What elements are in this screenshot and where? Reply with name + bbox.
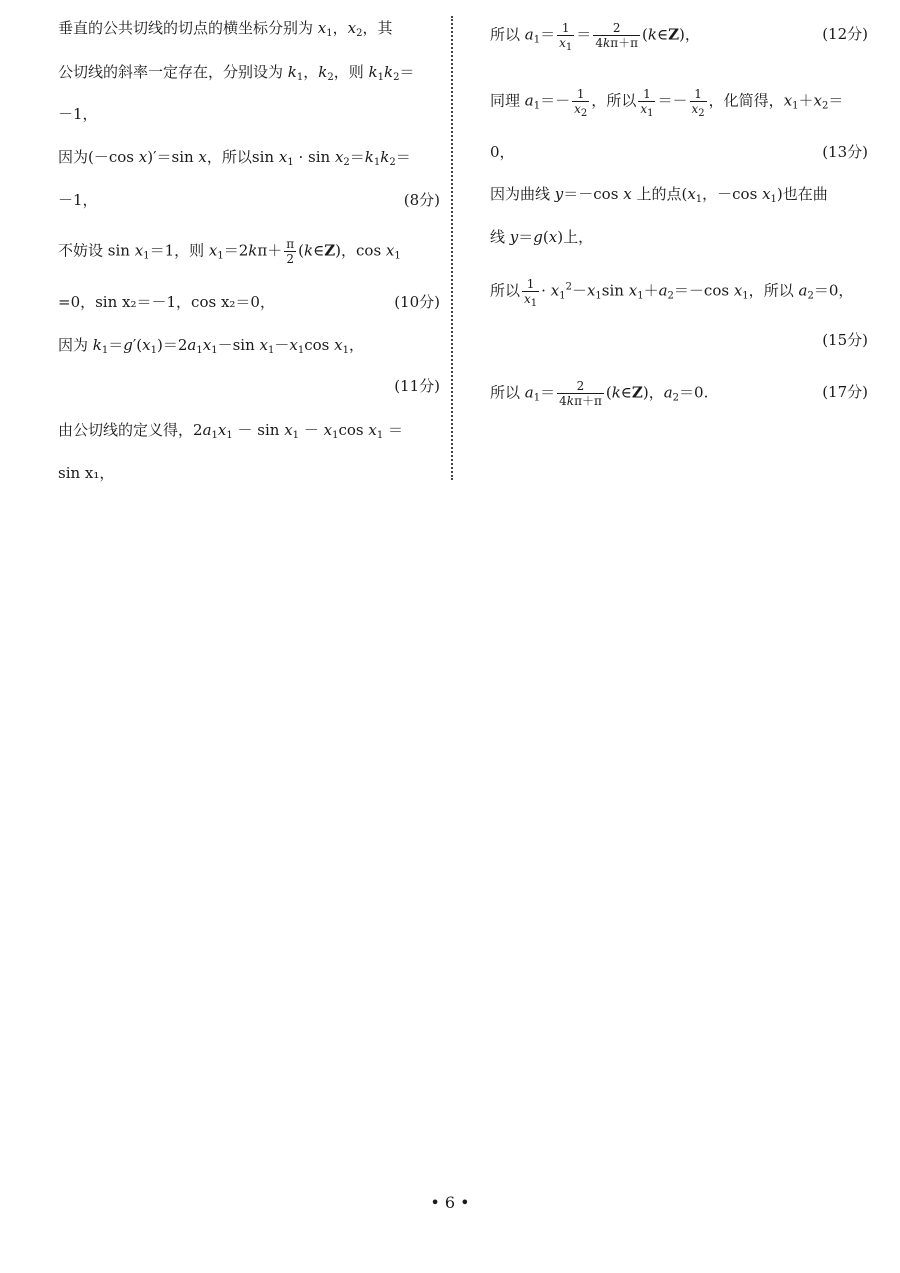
- score-10: (10分): [394, 293, 440, 311]
- right-line-7: [490, 328, 868, 352]
- right-line-4: 因为曲线 y＝－cos x 上的点($x_1$，－cos $x_1$)也在曲: [490, 185, 828, 205]
- score-13: (13分): [822, 143, 868, 161]
- left-line-1: 垂直的公共切线的切点的横坐标分别为 $x_1$，$x_2$，其: [58, 19, 393, 39]
- left-line-6: 不妨设 $\sin x_1=1$，则 $x_1=2k\pi+$ $\frac{\pi}{2}$ (k∈Z)，$\cos x_1$: [58, 237, 401, 266]
- right-line-6: 所以 $\frac{1}{x_1}$ · $x_1^2-x_1\sin$ $x_1+a_2=-\cos$ $x_1$，所以 $a_2=0$，: [490, 277, 854, 309]
- left-line-4: 因为(－cos x)′＝sin x，所以$\sin x_1 \cdot \sin x_2=k_1k_2=$: [58, 148, 411, 168]
- left-line-8: 因为 $k_1=g'(x_1)=2a_1x_1-\sin$ $x_1-x_1\cos$ $x_1$，: [58, 336, 364, 356]
- left-line-3: －1，: [58, 105, 98, 123]
- score-17: (17分): [822, 383, 868, 401]
- left-line-2: 公切线的斜率一定存在，分别设为 $k_1$，$k_2$，则 $k_1k_2=$: [58, 63, 415, 83]
- column-divider: [451, 16, 453, 480]
- score-12: (12分): [822, 25, 868, 43]
- right-line-8: 所以 $a_1=$ $\frac{2}{4k\pi+\pi}$ (k∈Z)，$a_2=0$. (17分): [490, 379, 868, 408]
- right-line-1: 所以 $a_1=$ $\frac{1}{x_1}$ ＝ $\frac{2}{4k\pi+\pi}$ (k∈Z)， (12分): [490, 21, 868, 53]
- right-line-5: 线 y＝g(x)上，: [490, 228, 594, 246]
- score-15: (15分): [822, 331, 868, 349]
- left-line-10: 由公切线的定义得，$2a_1x_1 - \sin x_1 - x_1\cos$ $x_1$ ＝: [58, 421, 403, 441]
- right-line-2: 同理 $a_1=-$ $\frac{1}{x_2}$ ，所以 $\frac{1}{x_1}$ ＝－ $\frac{1}{x_2}$ ，化简得，$x_1+x_2=$: [490, 87, 844, 119]
- right-line-3: 0， (13分): [490, 140, 868, 164]
- left-line-9: [58, 374, 440, 398]
- left-line-7: =0，sin x₂＝－1，cos x₂＝0， (10分): [58, 290, 440, 314]
- left-line-5: －1， (8分): [58, 188, 440, 212]
- score-8: (8分): [403, 191, 440, 209]
- page-number: • 6 •: [430, 1193, 470, 1212]
- left-line-11: sin x₁，: [58, 464, 115, 482]
- score-11: (11分): [394, 377, 440, 395]
